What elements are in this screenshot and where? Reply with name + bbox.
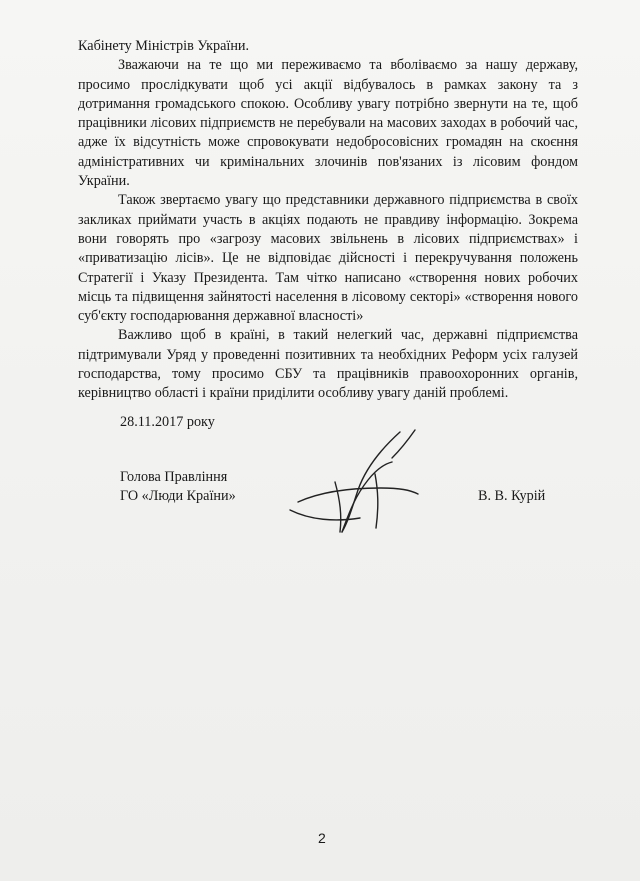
- paragraph-3: Важливо щоб в країні, в такий нелегкий час, державні підприємства підтримували Уряд у проведенні позитивних та необхідних Реформ усіх галузей господарства, тому просимо СБУ та працівників правоохоронних органів, керівництво області і країни приділити особливу увагу даній проблемі.: [78, 327, 578, 402]
- handwritten-signature: [280, 410, 440, 550]
- addressee-line: Кабінету Міністрів України.: [78, 38, 250, 54]
- page-number: 2: [318, 830, 326, 846]
- signatory-name: В. В. Курій: [478, 488, 546, 504]
- signer-position: Голова Правління: [120, 469, 228, 485]
- signer-organization: ГО «Люди Країни»: [120, 488, 236, 504]
- paragraph-2: Також звертаємо увагу що представники державного підприємства в своїх закликах приймати участь в акціях подають не правдиву інформацію. Зокрема вони говорять про «загрозу масових звільнень в лісових підприємствах» і «приватизацію лісів». Це не відповідає дійсності і перекручування положень Стратегії і Указу Президента. Там чітко написано «створення нових робочих місць та підвищення зайнятості населення в лісовому секторі» «створення нового суб'єкту господарювання державної власності»: [78, 192, 578, 325]
- letter-body: [78, 37, 578, 404]
- letter-date: 28.11.2017 року: [120, 414, 215, 430]
- paragraph-1: Зважаючи на те що ми переживаємо та вболіваємо за нашу державу, просимо прослідкувати щоб усі акції відбувалось в рамках закону та з дотримання громадського спокою. Особливу увагу потрібно звернути на те, щоб працівники лісових підприємств не перебували на масових заходах в робочий час, адже їх відсутність може спровокувати недобросовісних громадян на скоєння адміністративних чи кримінальних злочинів пов'язаних із лісовим фондом України.: [78, 57, 578, 190]
